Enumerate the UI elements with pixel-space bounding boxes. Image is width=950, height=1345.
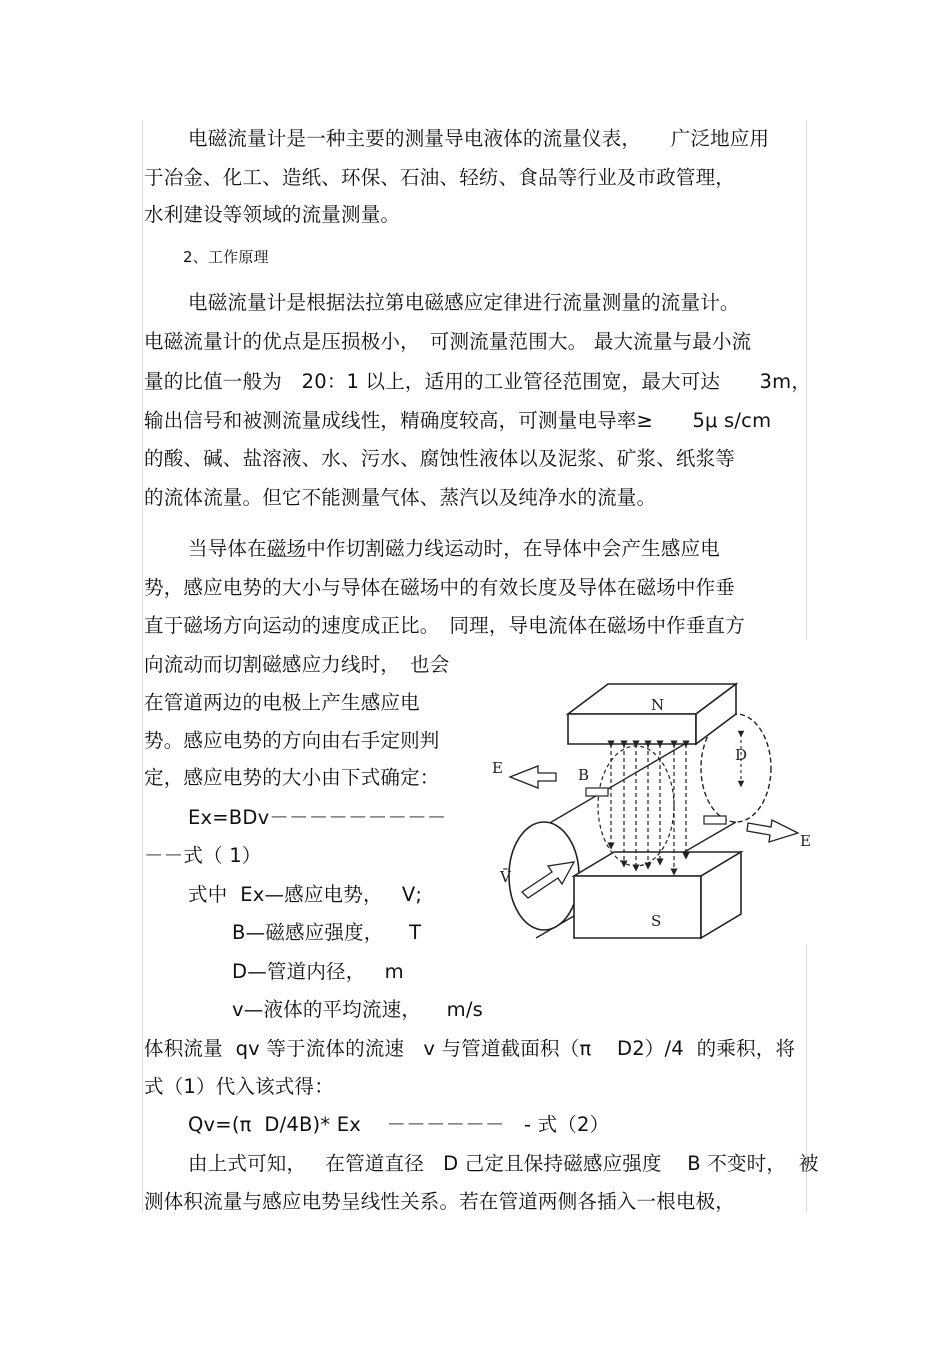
formula-1-line-1: Ex=BDv－－－－－－－－－ [188,806,447,829]
para1-line-5: 的酸、碱、盐溶液、水、污水、腐蚀性液体以及泥浆、矿浆、纸浆等 [144,447,736,470]
label-s: S [651,912,662,930]
formula-1-line-2: －－式（ 1） [144,844,262,867]
para2-line-1 [188,537,720,561]
para2-line-4: 向流动而切割磁感应力线时， 也会 [144,653,450,676]
label-v: V̄ [500,868,511,886]
e-right-arrow [747,820,798,842]
electromagnetic-flowmeter-diagram [486,676,816,944]
definition-line-1: 式中 Ex—感应电势， V; [188,883,423,906]
para4-line-2: 测体积流量与感应电势呈线性关系。若在管道两侧各插入一根电极， [144,1190,736,1213]
cross-section-circle [598,746,674,866]
formula-2: Qv=(π D/4B)* Ex －－－－－－ - 式（2） [188,1113,610,1136]
n-magnet-front [568,714,696,744]
para3-line-1: 体积流量 qv 等于流体的流速 v 与管道截面积（π D2）/4 的乘积，将 [144,1037,796,1060]
definition-line-3: D—管道内径， m [232,960,404,983]
diagram-svg [486,676,816,944]
para2-line-7: 定，感应电势的大小由下式确定： [144,766,440,789]
para4-line-1: 由上式可知， 在管道直径 D 己定且保持磁感应强度 B 不变时， 被 [188,1152,819,1175]
para2-line-6: 势。感应电势的方向由右手定则判 [144,729,440,752]
para1-line-1: 电磁流量计是根据法拉第电磁感应定律进行流量测量的流量计。 [188,291,740,314]
e-left-arrow [510,766,556,788]
pipe-front-circle [509,822,579,930]
definition-line-2: B—磁感应强度， T [232,921,422,944]
para2-line-1-a: 当导体在 [188,537,267,560]
para1-line-3: 量的比值一般为 20：1 以上，适用的工业管径范围宽，最大可达 3m， [144,370,812,393]
intro-line-3: 水利建设等领域的流量测量。 [144,203,401,226]
definition-line-4: v—液体的平均流速， m/s [232,998,483,1021]
page-border-left [142,120,143,1212]
intro-line-2: 于冶金、化工、造纸、环保、石油、轻纺、食品等行业及市政管理， [144,166,736,189]
para1-line-6: 的流体流量。但它不能测量气体、蒸汽以及纯净水的流量。 [144,486,657,509]
para2-line-5: 在管道两边的电极上产生感应电 [144,691,420,714]
para1-line-4: 输出信号和被测流量成线性，精确度较高，可测量电导率≥ 5μ s/cm [144,409,772,432]
intro-line-1: 电磁流量计是一种主要的测量导电液体的流量仪表， 广泛地应用 [188,127,770,150]
label-e-right: E [800,832,811,850]
para2-line-1-c: 中作切割磁力线运动时，在导体中会产生感应电 [306,537,720,560]
label-b: B [578,766,590,784]
magnetic-field-link[interactable]: 磁场 [266,537,307,560]
label-d: D [735,746,748,764]
left-electrode [586,788,608,796]
s-magnet-front [574,876,701,938]
para2-line-3: 直于磁场方向运动的速度成正比。 同理，导电流体在磁场中作垂直方 [144,614,745,637]
para2-line-2: 势，感应电势的大小与导体在磁场中的有效长度及导体在磁场中作垂 [144,576,736,599]
para1-line-2: 电磁流量计的优点是压损极小， 可测流量范围大。 最大流量与最小流 [144,330,752,353]
para3-line-2: 式（1）代入该式得： [144,1075,334,1098]
label-e-left: E [492,759,503,777]
section-heading: 2、工作原理 [183,248,269,266]
label-n: N [651,696,665,714]
right-electrode [704,816,726,824]
